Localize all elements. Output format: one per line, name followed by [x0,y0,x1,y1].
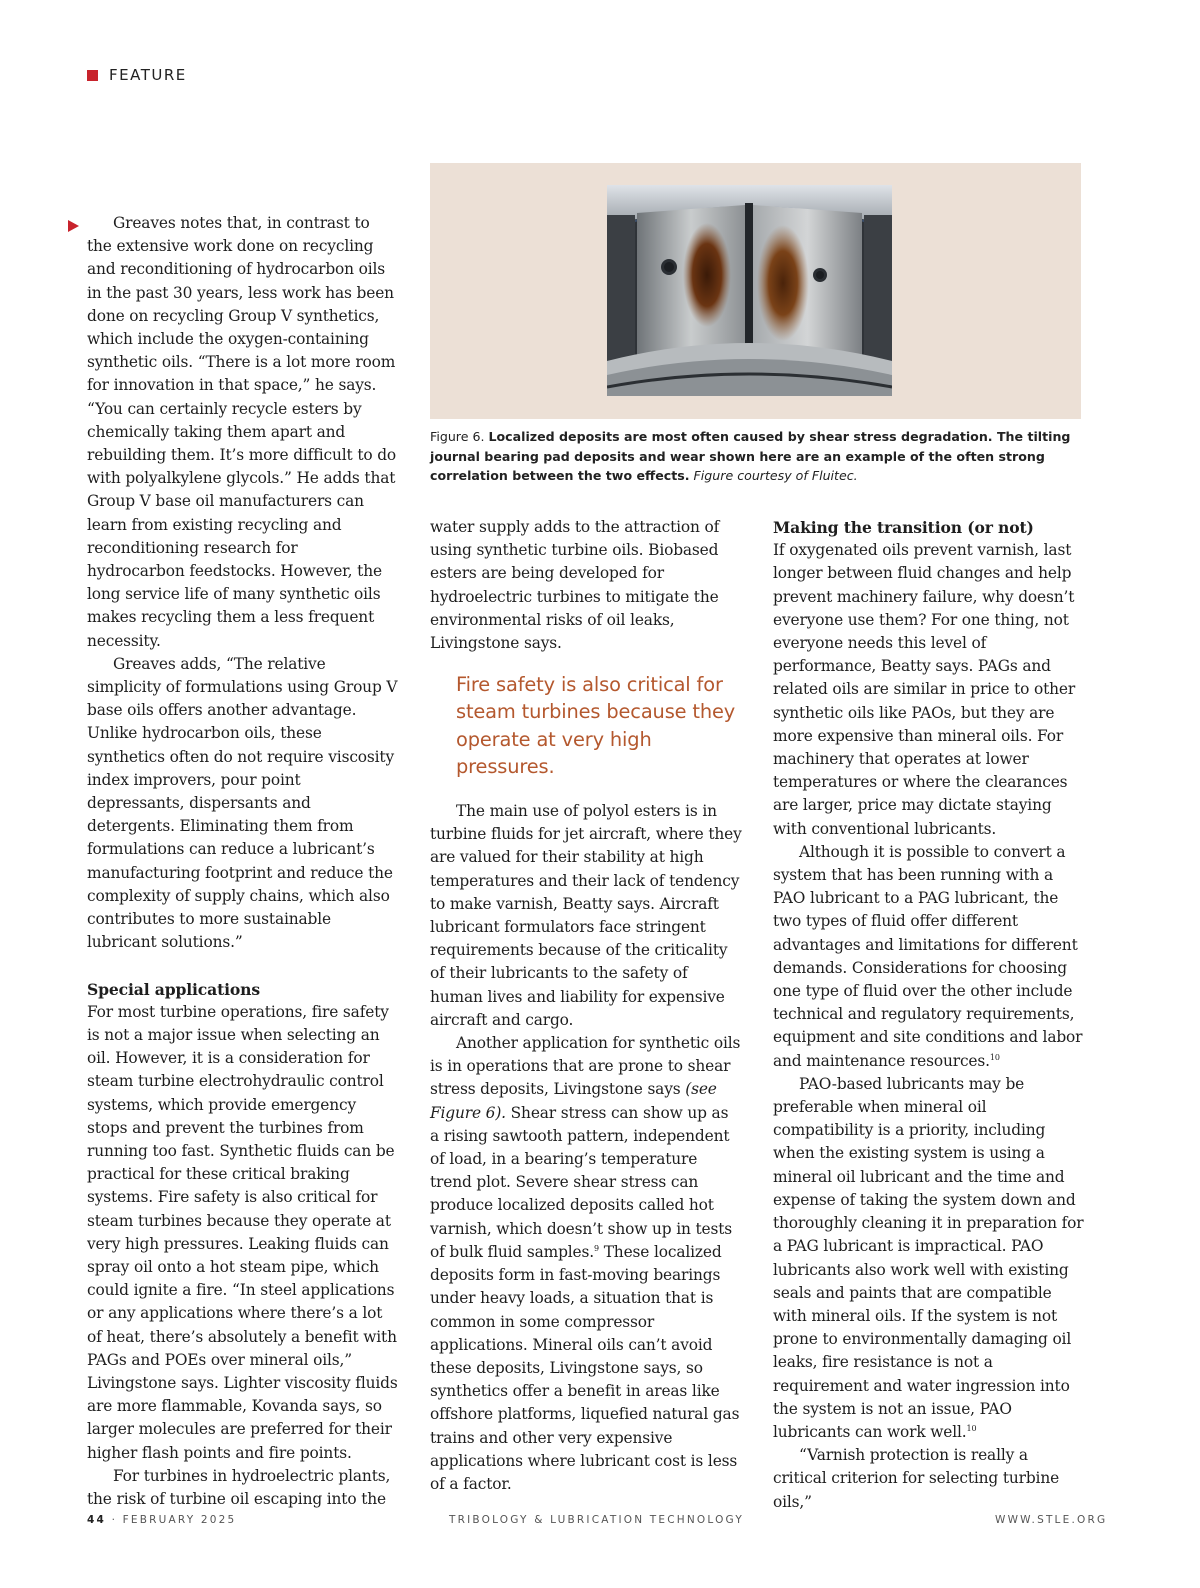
column-3 [773,516,1085,1514]
paragraph: For most turbine operations, fire safety is not a major issue when selecting an oil. However, it is a consideration for steam turbine electrohydraulic control systems, which provide emergency stops and prevent the turbines from running too fast. Synthetic fluids can be practical for these critical braking systems. Fire safety is also critical for steam turbines because they operate at very high pressures. Leaking fluids can spray oil onto a hot steam pipe, which could ignite a fire. “In steel applications or any applications where there’s a lot of heat, there’s absolutely a benefit with PAGs and POEs over mineral oils,” Livingstone says. Lighter viscosity fluids are more flammable, Kovanda says, so larger molecules are preferred for their higher flash points and fire points. [87,1002,398,1462]
paragraph [430,1032,742,1496]
footnote-ref: 10 [966,1423,977,1433]
paragraph: “Varnish protection is really a critical criterion for selecting turbine oils,” [773,1446,1060,1511]
paragraph: The main use of polyol esters is in turbine fluids for jet aircraft, where they are valued for their stability at high temperatures and their lack of tendency to make varnish, Beatty says. Aircraft lubricant formulators face stringent requirements because of the criticality of their lubricants to the safety of human lives and liability for expensive aircraft and cargo. [430,802,742,1029]
figure-label: Figure 6. [430,429,485,444]
figure-credit: Figure courtesy of Fluitec. [693,468,858,483]
page-number: 44 [87,1514,107,1526]
paragraph: Greaves adds, “The relative simplicity of formulations using Group V base oils offers another advantage. Unlike hydrocarbon oils, these synthetics often do not require viscosity index improvers, pour point depressants, dispersants and detergents. Eliminating them from formulations can reduce a lubricant’s manufacturing footprint and reduce the complexity of supply chains, which also contributes to more sustainable lubricant solutions.” [87,654,398,952]
footnote-ref: 9 [594,1243,599,1253]
magazine-name: TRIBOLOGY & LUBRICATION TECHNOLOGY [449,1514,744,1526]
section-label: FEATURE [109,66,187,84]
article-start-arrow-icon [68,220,79,232]
figure-reference: (see Figure 6). [430,1080,717,1122]
text-run: Shear stress can show up as a rising sawtooth pattern, independent of load, in a bearing’s temperature trend plot. Severe shear stress can produce localized deposits called hot varnish, which doesn’t show up in tests of bulk fluid samples. [430,1103,733,1261]
section-tag [87,66,187,84]
text-run: PAO-based lubricants may be preferable when mineral oil compatibility is a priority, including when the existing system is using a mineral oil lubricant and the time and expense of taking the system down and thoroughly cleaning it in preparation for a PAG lubricant is impractical. PAO lubricants also work well with existing seals and paints that are compatible with mineral oils. If the system is not prone to environmentally damaging oil leaks, fire resistance is not a requirement and water ingression into the system is not an issue, PAO lubricants can work well. [773,1074,1084,1441]
website[interactable]: WWW.STLE.ORG [995,1514,1108,1526]
paragraph [773,1073,1085,1444]
text-run: These localized deposits form in fast-moving bearings under heavy loads, a situation that is common in some compressor applications. Mineral oils can’t avoid these deposits, Livingstone says, so synthetics offer a benefit in areas like offshore platforms, liquefied natural gas trains and other very expensive applications where lubricant cost is less of a factor. [430,1242,740,1493]
paragraph: For turbines in hydroelectric plants, the risk of turbine oil escaping into the [87,1466,391,1508]
text-run: Another application for synthetic oils is in operations that are prone to shear stress deposits, Livingstone says [430,1034,741,1099]
issue-date: FEBRUARY 2025 [122,1514,237,1526]
paragraph: If oxygenated oils prevent varnish, last longer between fluid changes and help prevent machinery failure, why doesn’t everyone use them? For one thing, not everyone needs this level of performance, Beatty says. PAGs and related oils are similar in price to other synthetic oils like PAOs, but they are more expensive than mineral oils. For machinery that operates at lower temperatures or where the clearances are larger, price may dictate staying with conventional lubricants. [773,541,1076,838]
paragraph: Greaves notes that, in contrast to the extensive work done on recycling and reconditioning of hydrocarbon oils in the past 30 years, less work has been done on recycling Group V synthetics, which include the oxygen-containing synthetic oils. “There is a lot more room for innovation in that space,” he says. “You can certainly recycle esters by chemically taking them apart and rebuilding them. It’s more difficult to do with polyalkylene glycols.” He adds that Group V base oil manufacturers can learn from existing recycling and reconditioning research for hydrocarbon feedstocks. However, the long service life of many synthetic oils makes recycling them a less frequent necessity. [87,214,397,650]
footnote-ref: 10 [989,1052,1000,1062]
footer-left [87,1514,236,1526]
paragraph: water supply adds to the attraction of using synthetic turbine oils. Biobased esters are being developed for hydroelectric turbines to mitigate the environmental risks of oil leaks, Livingstone says. [430,518,720,653]
text-run: Although it is possible to convert a system that has been running with a PAO lubricant to a PAG lubricant, the two types of fluid offer different advantages and limitations for different demands. Considerations for choosing one type of fluid over the other include technical and regulatory requirements, equipment and site conditions and labor and maintenance resources. [773,842,1083,1070]
subhead-making-the-transition: Making the transition (or not) [773,518,1034,537]
pull-quote: Fire safety is also critical for steam turbines because they operate at very high pressures. [456,673,736,778]
figure-caption-bold: Localized deposits are most often caused by shear stress degradation. The tilting journal bearing pad deposits and wear shown here are an example of the often strong correlation between the two effects. [430,429,1071,483]
subhead-special-applications: Special applications [87,979,260,999]
column-2 [430,516,742,1496]
figure-caption [430,427,1085,486]
column-1 [87,212,399,1511]
footer-separator: · [111,1514,118,1526]
paragraph [773,841,1085,1073]
section-square-icon [87,70,98,81]
bearing-pad-photo [607,185,892,396]
figure-6 [430,163,1081,419]
